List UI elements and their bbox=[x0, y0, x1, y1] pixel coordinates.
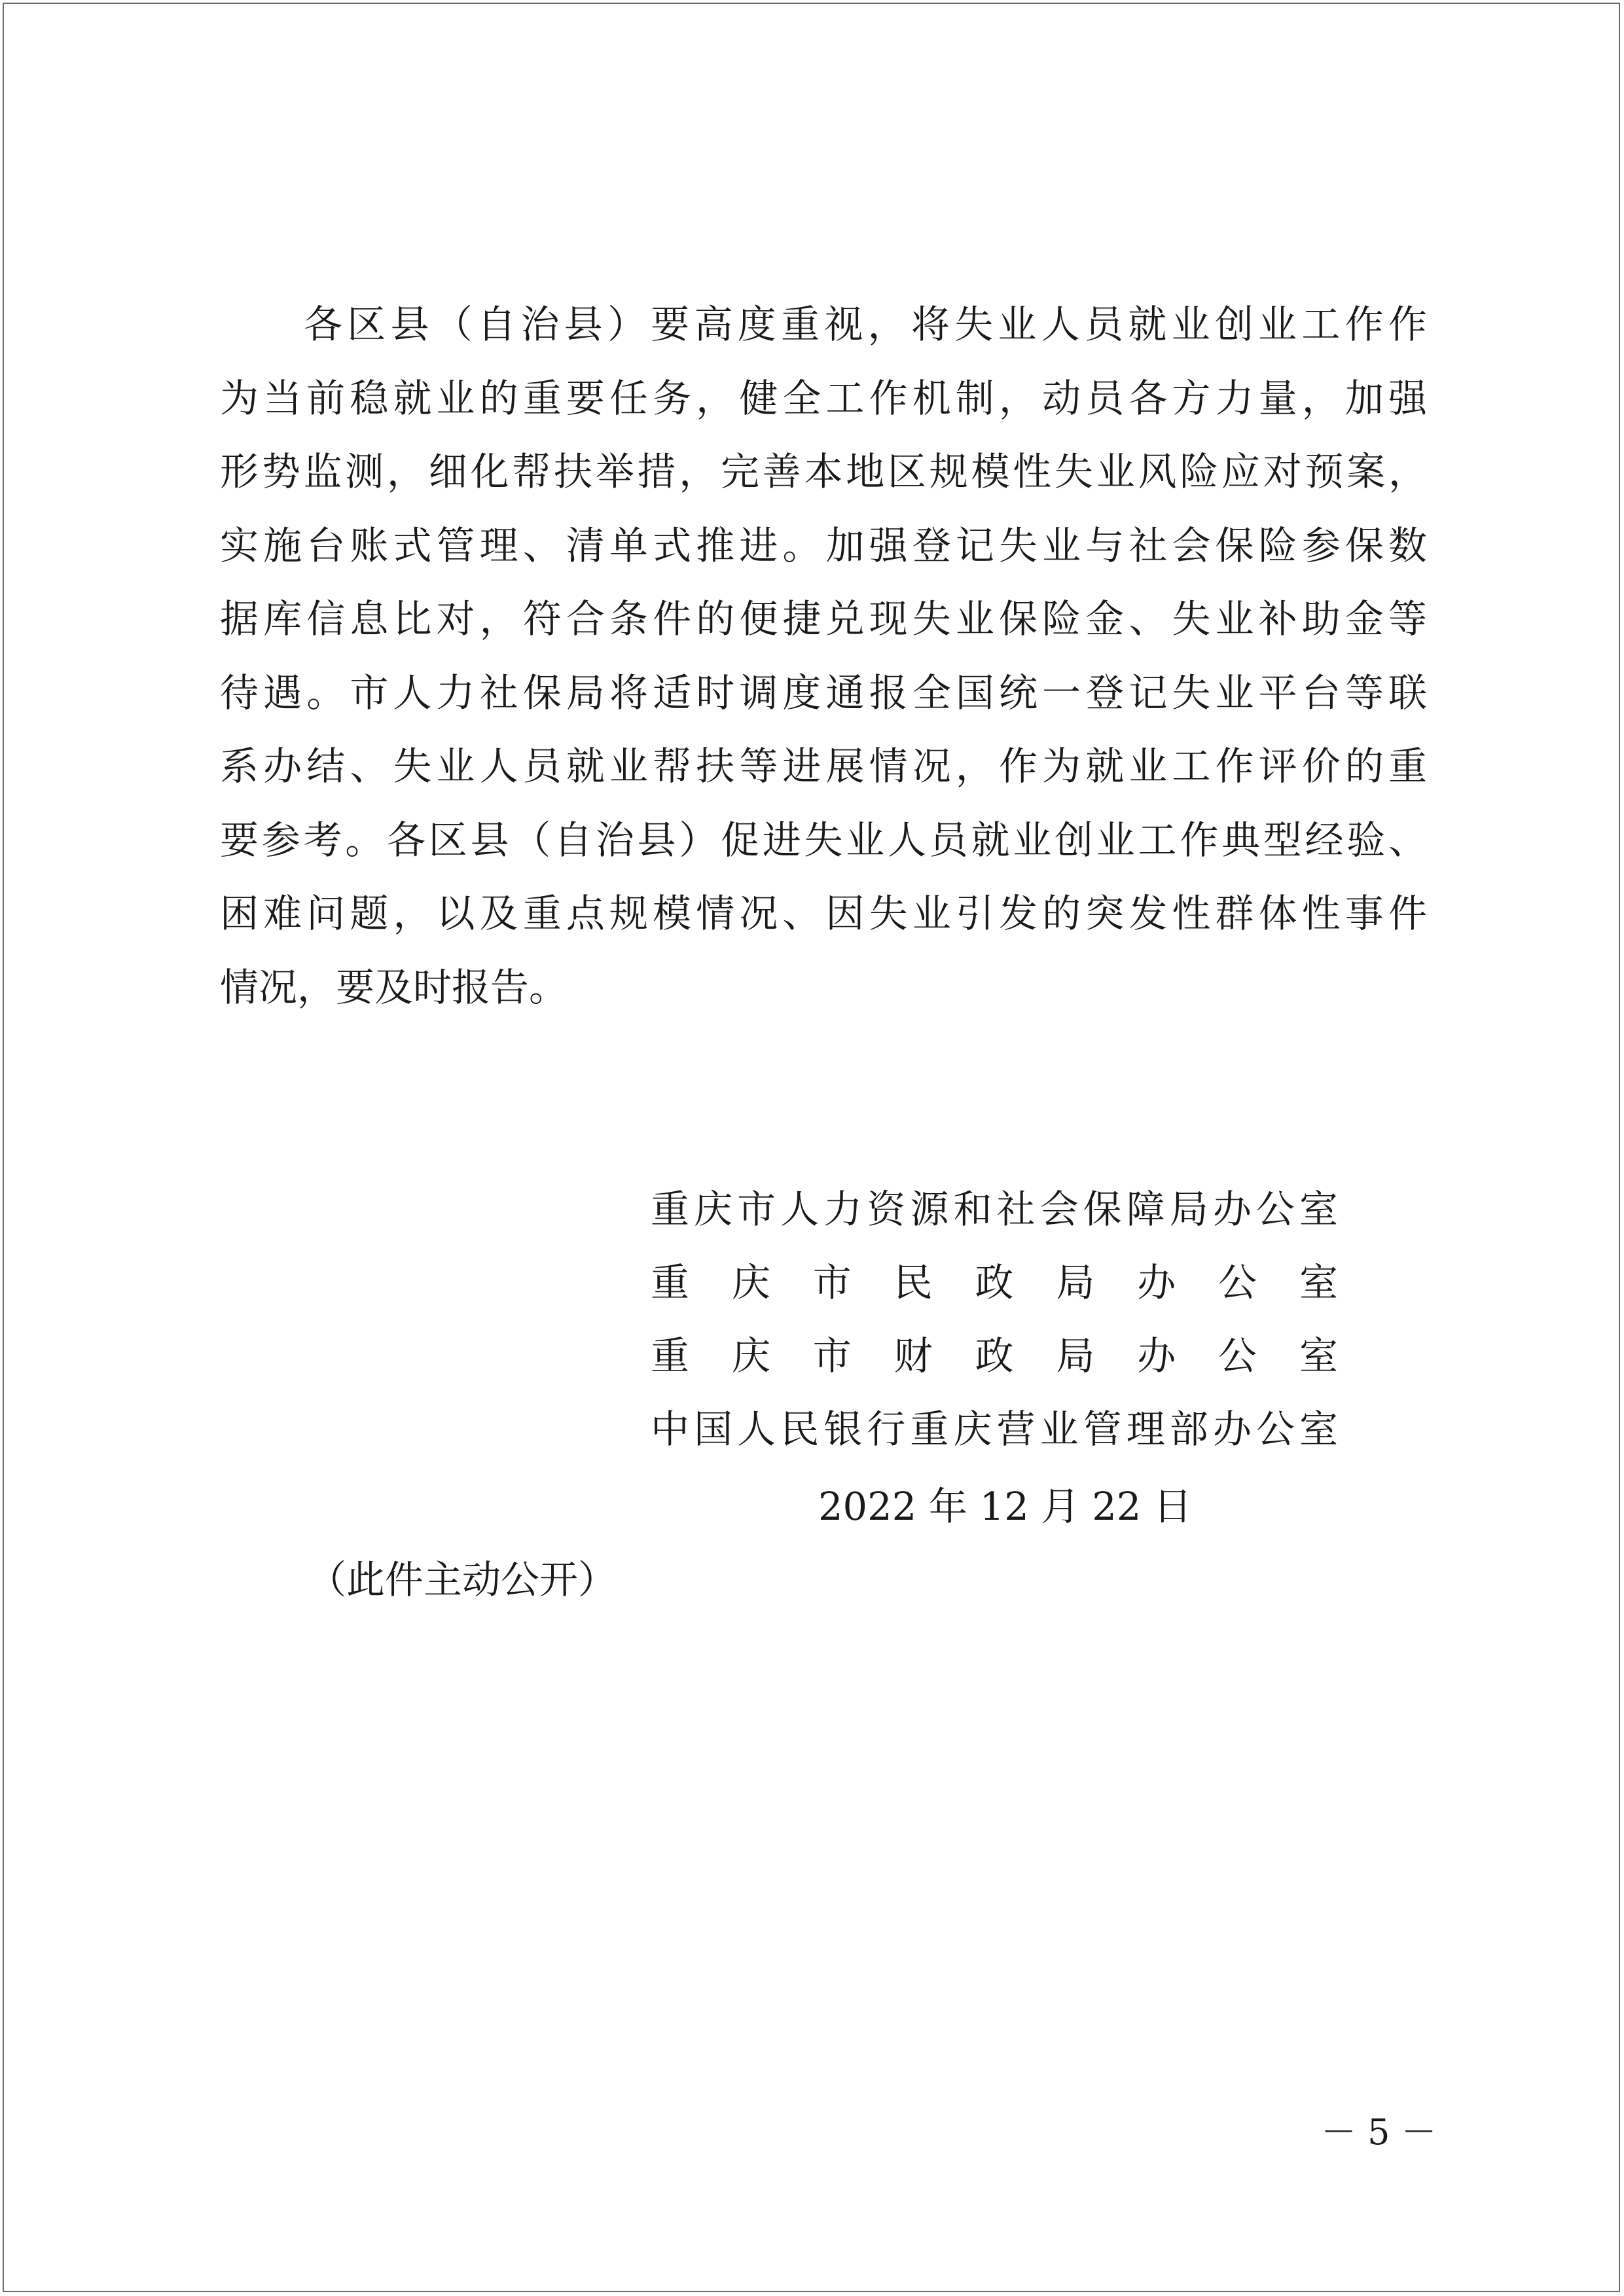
issue-date: 2022 年 12 月 22 日 bbox=[818, 1484, 1193, 1529]
body-line-1: 各区县（自治县）要高度重视，将失业人员就业创业工作作 bbox=[304, 302, 1427, 347]
body-line-7: 系办结、失业人员就业帮扶等进展情况，作为就业工作评价的重 bbox=[220, 744, 1427, 789]
body-line-8: 要参考。各区县（自治县）促进失业人员就业创业工作典型经验、 bbox=[220, 817, 1427, 863]
issuer-civil-affairs-office: 重庆市民政局办公室 bbox=[651, 1260, 1338, 1305]
body-line-6: 待遇。市人力社保局将适时调度通报全国统一登记失业平台等联 bbox=[220, 670, 1427, 715]
issuer-pboc-office: 中国人民银行重庆营业管理部办公室 bbox=[651, 1407, 1338, 1452]
issuer-finance-office: 重庆市财政局办公室 bbox=[651, 1333, 1338, 1378]
body-line-10: 情况，要及时报告。 bbox=[220, 964, 568, 1010]
body-line-4: 实施台账式管理、清单式推进。加强登记失业与社会保险参保数 bbox=[220, 522, 1427, 568]
body-line-3: 形势监测，细化帮扶举措，完善本地区规模性失业风险应对预案， bbox=[220, 449, 1427, 494]
page-number: － 5 － bbox=[1321, 2111, 1437, 2153]
body-line-5: 据库信息比对，符合条件的便捷兑现失业保险金、失业补助金等 bbox=[220, 596, 1427, 641]
body-line-2: 为当前稳就业的重要任务，健全工作机制，动员各方力量，加强 bbox=[220, 375, 1427, 421]
body-line-9: 困难问题，以及重点规模情况、因失业引发的突发性群体性事件 bbox=[220, 891, 1427, 936]
issuer-hrss-office: 重庆市人力资源和社会保障局办公室 bbox=[651, 1187, 1338, 1232]
signature-block bbox=[651, 1173, 1338, 1466]
body-paragraph bbox=[220, 288, 1427, 1024]
disclosure-note: （此件主动公开） bbox=[308, 1557, 617, 1602]
